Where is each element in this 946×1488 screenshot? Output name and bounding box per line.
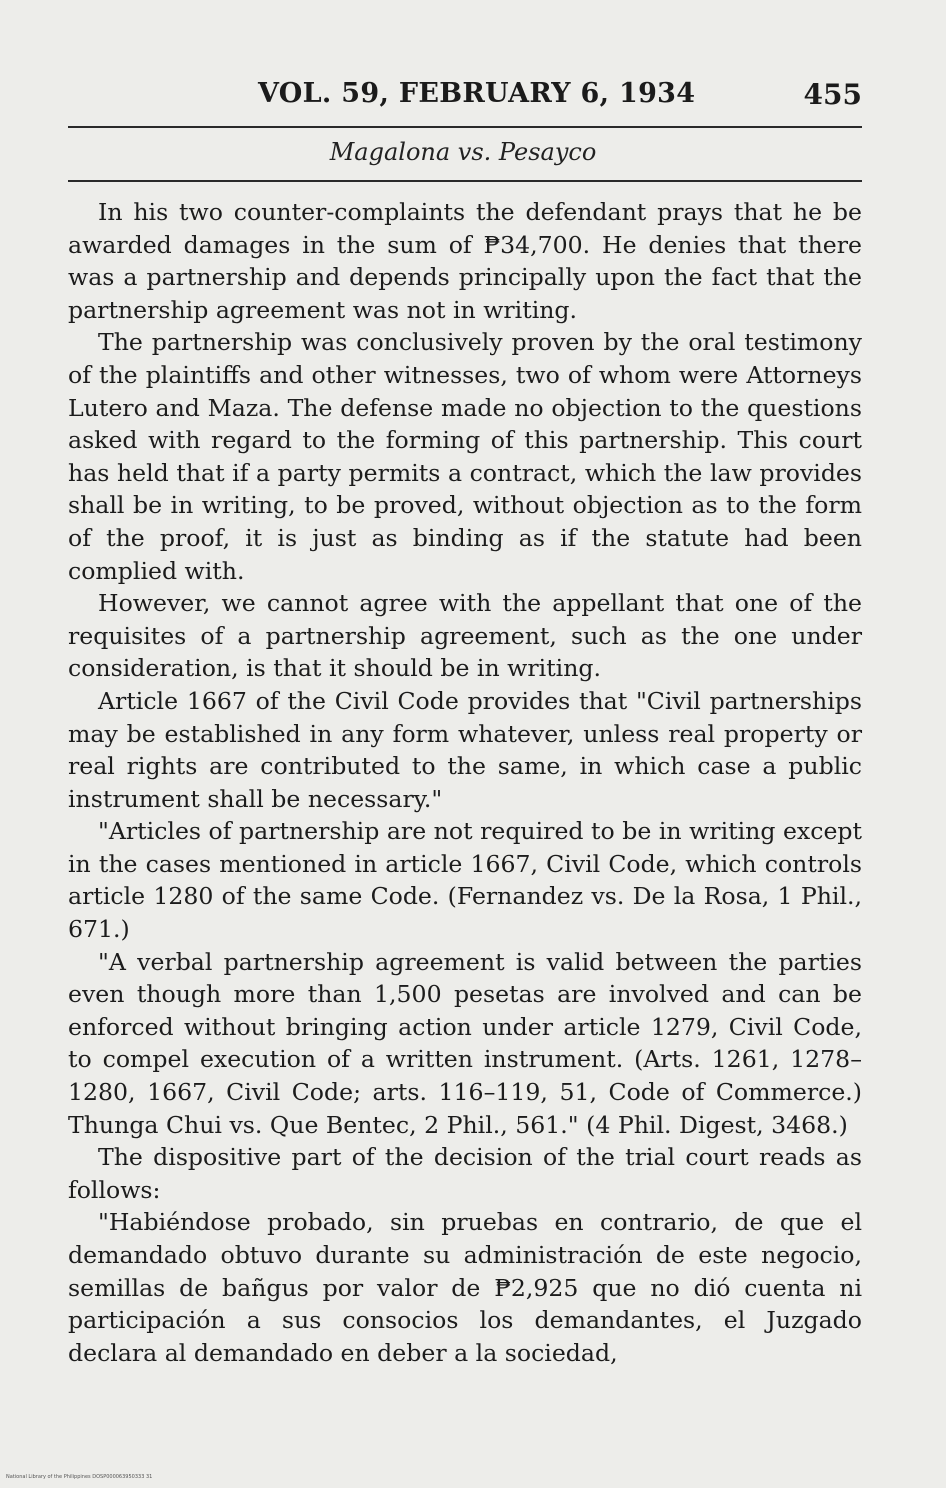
paragraph: In his two counter-complaints the defendant prays that he be awarded damages in the sum of ₱34,700. He denies that there was a partnership and depends principally upon the fact that the partnership agreement was not in writing. <box>68 198 862 324</box>
body-text <box>68 196 862 1369</box>
paragraph: Article 1667 of the Civil Code provides that "Civil partnerships may be established in any form whatever, unless real property or real rights are contributed to the same, in which case a public instrument shall be necessary." <box>68 686 862 813</box>
paragraph: "Habiéndose probado, sin pruebas en contrario, de que el demandado obtuvo durante su administración de este negocio, semillas de bañgus por valor de ₱2,925 que no dió cuenta ni participación a sus consocios los demandantes, el Juzgado declara al demandado en deber a la sociedad, <box>68 1208 862 1367</box>
header-rule-top <box>68 126 862 128</box>
paragraph: The partnership was conclusively proven by the oral testimony of the plaintiffs and other witnesses, two of whom were Attorneys Lutero and Maza. The defense made no objection to the questions asked with regard to the forming of this partnership. This court has held that if a party permits a contract, which the law provides shall be in writing, to be proved, without objection as to the form of the proof, it is just as binding as if the statute had been complied with. <box>68 328 862 585</box>
paragraph: "Articles of partnership are not required to be in writing except in the cases mentioned in article 1667, Civil Code, which controls article 1280 of the same Code. (Fernandez vs. De la Rosa, 1 Phil., 671.) <box>68 817 862 944</box>
paragraph: The dispositive part of the decision of the trial court reads as follows: <box>68 1143 862 1204</box>
archive-footer: National Library of the Philippines DOSP000063950333 31 <box>6 1474 153 1480</box>
running-title: Magalona vs. Pesayco <box>329 138 597 166</box>
volume-date-line: VOL. 59, FEBRUARY 6, 1934 <box>258 78 696 109</box>
page-header <box>68 78 862 118</box>
paragraph: However, we cannot agree with the appellant that one of the requisites of a partnership agreement, such as the one under consideration, is that it should be in writing. <box>68 589 862 683</box>
paragraph: "A verbal partnership agreement is valid between the parties even though more than 1,500 pesetas are involved and can be enforced without bringing action under article 1279, Civil Code, to compel execution of a written instrument. (Arts. 1261, 1278–1280, 1667, Civil Code; arts. 116–119, 51, Code of Commerce.) Thunga Chui vs. Que Bentec, 2 Phil., 561." (4 Phil. Digest, 3468.) <box>68 947 862 1139</box>
header-rule-bottom <box>68 180 862 182</box>
page-number: 455 <box>803 78 862 111</box>
